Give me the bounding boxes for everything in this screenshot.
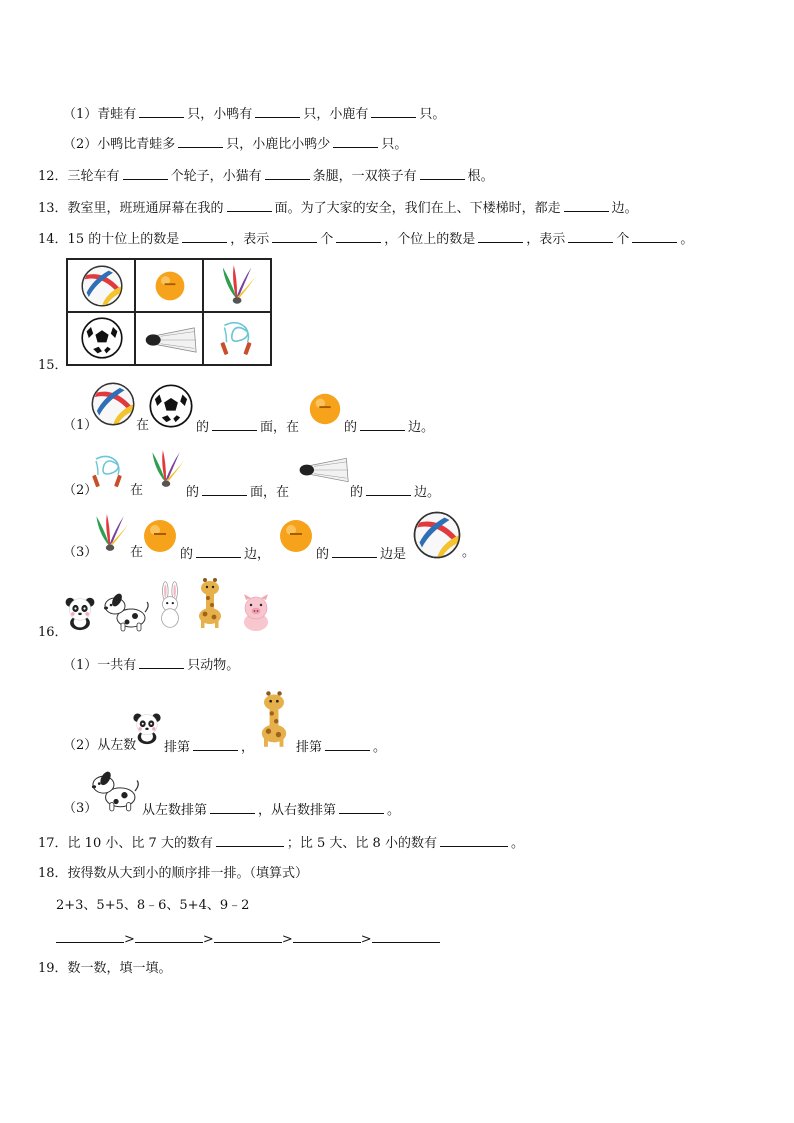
q15-part1-rest — [196, 417, 299, 437]
dog-icon — [100, 592, 152, 632]
q15-part2-tail — [350, 482, 440, 502]
q11-part2 — [63, 134, 407, 154]
rabbit-icon — [156, 580, 184, 630]
q15-part1-tail — [344, 417, 434, 437]
giraffe-icon — [192, 574, 228, 632]
answer-blank[interactable] — [360, 417, 405, 431]
text: 的 — [344, 420, 358, 435]
grid-divider — [68, 311, 270, 313]
text: 只，小鹿有 — [303, 107, 369, 122]
text: 数一数，填一填。 — [67, 961, 172, 976]
q15-part2-a: 在 — [130, 483, 144, 498]
q16-part2-num: （2） — [63, 738, 98, 753]
text: 边， — [244, 547, 271, 562]
answer-blank[interactable] — [632, 229, 677, 243]
ping-pong-ball-icon — [140, 516, 180, 556]
text: 的 — [316, 547, 330, 562]
answer-blank[interactable] — [178, 134, 223, 148]
answer-blank[interactable] — [372, 929, 440, 943]
answer-blank[interactable] — [272, 229, 317, 243]
answer-blank[interactable] — [568, 229, 613, 243]
text: 的 — [196, 420, 210, 435]
text: 青蛙有 — [97, 107, 137, 122]
text: 面，在 — [260, 420, 300, 435]
ping-pong-ball-icon — [306, 390, 344, 428]
text: 。 — [373, 740, 387, 755]
answer-blank[interactable] — [139, 104, 184, 118]
text: 排第 — [296, 740, 323, 755]
answer-blank[interactable] — [255, 104, 300, 118]
answer-blank[interactable] — [139, 655, 184, 669]
q16-part2-end — [296, 737, 386, 757]
text: 的 — [350, 485, 364, 500]
answer-blank[interactable] — [332, 544, 377, 558]
shuttlecock-feather-icon — [214, 262, 258, 308]
text: 面，在 — [250, 485, 290, 500]
ping-pong-ball-icon — [276, 516, 316, 556]
answer-blank[interactable] — [182, 229, 227, 243]
jump-rope-icon — [216, 316, 258, 360]
q15-part1-a: 在 — [136, 418, 150, 433]
q18-ordering-row — [56, 929, 440, 949]
q16-part2-mid — [164, 737, 254, 757]
answer-blank[interactable] — [265, 166, 310, 180]
text: 边是 — [380, 547, 407, 562]
question-18 — [38, 865, 308, 883]
question-number: 17． — [38, 836, 68, 851]
answer-blank[interactable] — [214, 929, 282, 943]
text: 从左数排第 — [142, 803, 208, 818]
text: 边。 — [408, 420, 435, 435]
text: 小鸭比青蛙多 — [97, 137, 176, 152]
q15-part2-rest — [186, 482, 289, 502]
question-number: 13． — [38, 201, 68, 216]
text: 从左数 — [97, 738, 137, 753]
text: 面。为了大家的安全，我们在上、下楼梯时，都走 — [274, 201, 561, 216]
question-16-number: 16． — [38, 625, 68, 640]
answer-blank[interactable] — [227, 198, 272, 212]
answer-blank[interactable] — [440, 833, 508, 847]
question-12 — [38, 166, 494, 186]
text: 边。 — [611, 201, 638, 216]
soccer-ball-icon — [148, 383, 194, 429]
answer-blank[interactable] — [293, 929, 361, 943]
text: 只，小鸭有 — [187, 107, 253, 122]
q15-part1-num: （1） — [63, 418, 98, 433]
question-number: 18． — [38, 866, 68, 881]
badminton-shuttlecock-icon — [296, 456, 350, 484]
answer-blank[interactable] — [210, 800, 255, 814]
ball-grid — [66, 258, 272, 366]
greater-than: > — [360, 932, 372, 947]
question-number: 12． — [38, 169, 68, 184]
text: 。 — [387, 803, 401, 818]
answer-blank[interactable] — [478, 229, 523, 243]
answer-blank[interactable] — [56, 929, 124, 943]
answer-blank[interactable] — [135, 929, 203, 943]
answer-blank[interactable] — [333, 134, 378, 148]
text: 根。 — [467, 169, 494, 184]
q16-part2-start — [63, 737, 136, 755]
text: ，表示 — [526, 232, 566, 247]
text: ，从右数排第 — [258, 803, 337, 818]
text: 只，小鹿比小鸭少 — [226, 137, 331, 152]
answer-blank[interactable] — [325, 737, 370, 751]
q15-part3-num: （3） — [63, 545, 98, 560]
text: 的 — [186, 485, 200, 500]
text: 。 — [510, 836, 524, 851]
text: ， — [241, 740, 255, 755]
answer-blank[interactable] — [564, 198, 609, 212]
text: 边。 — [414, 485, 441, 500]
question-17 — [38, 833, 524, 853]
text: 个 — [616, 232, 630, 247]
text: 的 — [180, 547, 194, 562]
text: 比 10 小、比 7 大的数有 — [67, 836, 213, 851]
q11-part1-num: （1） — [63, 107, 98, 122]
text: 个 — [320, 232, 334, 247]
answer-blank[interactable] — [193, 737, 238, 751]
greater-than: > — [281, 932, 293, 947]
question-13 — [38, 198, 638, 218]
answer-blank[interactable] — [216, 833, 284, 847]
answer-blank[interactable] — [339, 800, 384, 814]
greater-than: > — [124, 932, 135, 947]
text: 只。 — [381, 137, 408, 152]
text: 只。 — [419, 107, 446, 122]
text: 个轮子，小猫有 — [170, 169, 262, 184]
text: 条腿，一双筷子有 — [312, 169, 417, 184]
pig-icon — [236, 592, 276, 632]
answer-blank[interactable] — [366, 482, 411, 496]
q18-expressions: 2+3、5+5、8﹣6、5+4、9﹣2 — [56, 898, 250, 913]
answer-blank[interactable] — [196, 544, 241, 558]
q15-part3-rest — [180, 544, 270, 564]
q15-part2-num: （2） — [63, 483, 98, 498]
greater-than: > — [202, 932, 214, 947]
text: ，个位上的数是 — [384, 232, 476, 247]
giraffe-icon — [254, 688, 294, 750]
q16-part3-rest — [142, 800, 400, 820]
text: 15 的十位上的数是 — [67, 232, 180, 247]
volleyball-icon — [412, 510, 462, 560]
q11-part2-num: （2） — [63, 137, 98, 152]
question-number: 14． — [38, 232, 68, 247]
text: 只动物。 — [187, 658, 240, 673]
text: 三轮车有 — [67, 169, 120, 184]
text: 按得数从大到小的顺序排一排。（填算式） — [67, 866, 309, 881]
text: ；比 5 大、比 8 小的数有 — [286, 836, 437, 851]
q16-part1-num: （1） — [63, 658, 98, 673]
question-15-number: 15． — [38, 358, 68, 373]
text: 教室里，班班通屏幕在我的 — [67, 201, 224, 216]
answer-blank[interactable] — [212, 417, 257, 431]
text: 排第 — [164, 740, 191, 755]
q16-part3-num: （3） — [63, 801, 98, 816]
q11-part1 — [63, 104, 445, 124]
answer-blank[interactable] — [420, 166, 465, 180]
text: ，表示 — [230, 232, 270, 247]
question-19 — [38, 960, 172, 978]
volleyball-icon — [80, 264, 124, 308]
question-14 — [38, 229, 693, 249]
q15-part3-end: 。 — [462, 545, 476, 560]
soccer-ball-icon — [80, 316, 124, 360]
q15-part3-a: 在 — [130, 545, 144, 560]
text: 。 — [680, 232, 694, 247]
text: 一共有 — [97, 658, 137, 673]
q15-part3-tail — [316, 544, 406, 564]
ping-pong-ball-icon — [152, 268, 188, 304]
shuttlecock-feather-icon — [144, 444, 186, 494]
answer-blank[interactable] — [371, 104, 416, 118]
answer-blank[interactable] — [202, 482, 247, 496]
badminton-shuttlecock-icon — [142, 326, 198, 354]
question-number: 19． — [38, 961, 68, 976]
answer-blank[interactable] — [123, 166, 168, 180]
q16-part1 — [63, 655, 239, 675]
answer-blank[interactable] — [336, 229, 381, 243]
